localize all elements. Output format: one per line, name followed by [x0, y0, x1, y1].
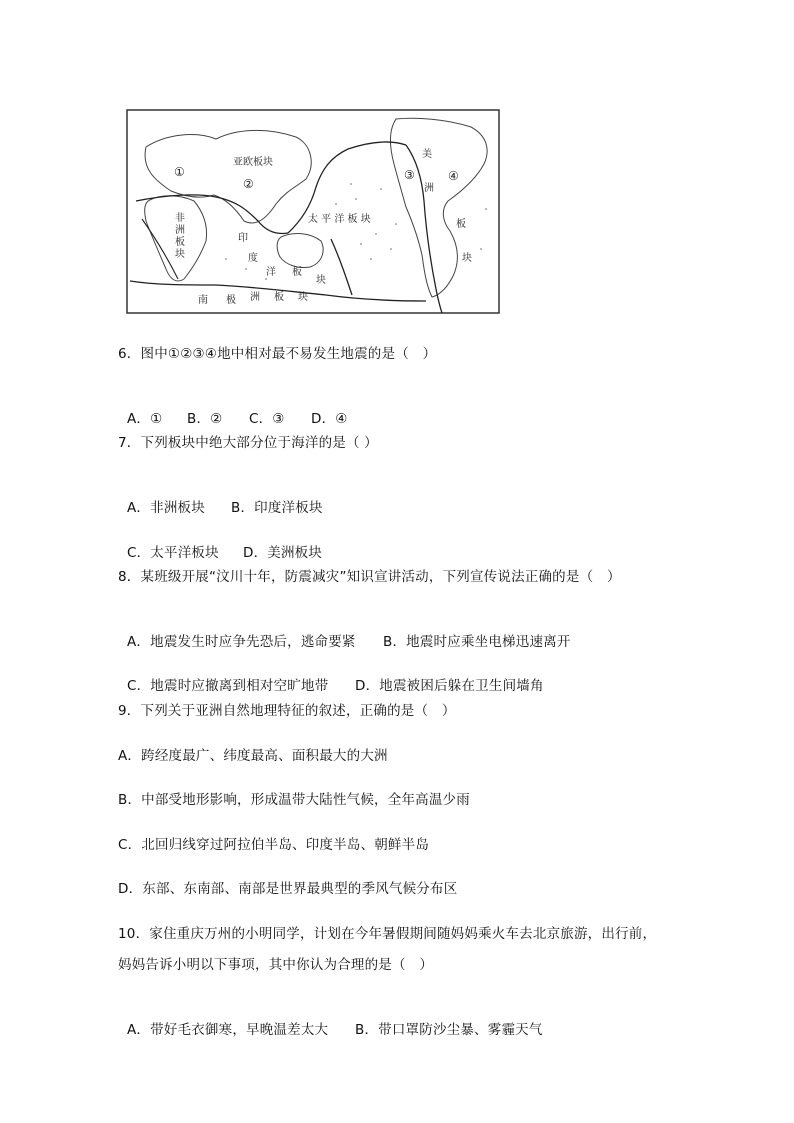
svg-text:板: 板 — [175, 237, 185, 248]
svg-text:度: 度 — [248, 253, 258, 264]
q9-stem: 9．下列关于亚洲自然地理特征的叙述，正确的是（ ） — [118, 703, 456, 719]
plate-map-svg — [126, 109, 500, 314]
svg-text:印: 印 — [238, 233, 248, 244]
q7-options-row2 — [118, 523, 322, 563]
q8-options-row1 — [118, 612, 571, 652]
plate-map — [126, 109, 500, 314]
label-africa — [175, 211, 185, 260]
q10-options-row1 — [118, 1000, 543, 1040]
mark-4: ④ — [448, 169, 459, 183]
q8-option-d: D．地震被困后躲在卫生间墙角 — [354, 678, 544, 694]
q6-option-c: C．③ — [248, 411, 285, 427]
svg-text:南: 南 — [198, 295, 208, 306]
q7-stem: 7．下列板块中绝大部分位于海洋的是（ ） — [118, 435, 378, 451]
svg-text:美: 美 — [422, 149, 432, 160]
svg-text:洲: 洲 — [250, 292, 260, 303]
svg-text:块: 块 — [175, 249, 185, 260]
svg-text:板: 板 — [456, 219, 466, 230]
q7-options-row1 — [118, 478, 323, 518]
svg-text:洲: 洲 — [175, 225, 185, 236]
q7-option-d: D．美洲板块 — [242, 545, 323, 561]
mark-3: ③ — [404, 168, 415, 182]
q6-stem: 6．图中①②③④地中相对最不易发生地震的是（ ） — [118, 346, 437, 362]
q10-option-b: B．带口罩防沙尘暴、雾霾天气 — [354, 1022, 543, 1038]
q8-option-b: B．地震时应乘坐电梯迅速离开 — [382, 634, 571, 650]
q9-option-c: C．北回归线穿过阿拉伯半岛、印度半岛、朝鲜半岛 — [118, 837, 430, 853]
q10-stem-line2: 妈妈告诉小明以下事项，其中你认为合理的是（ ） — [118, 957, 434, 973]
mark-1: ① — [174, 165, 185, 179]
q8-option-c: C．地震时应撤离到相对空旷地带 — [126, 678, 329, 694]
svg-text:极: 极 — [226, 295, 236, 306]
q6-option-a: A．① — [126, 411, 163, 427]
q10-stem-line1: 10．家住重庆万州的小明同学，计划在今年暑假期间随妈妈乘火车去北京旅游，出行前， — [118, 926, 657, 942]
q6-options — [118, 389, 348, 429]
q8-options-row2 — [118, 656, 544, 696]
q6-option-b: B．② — [186, 411, 223, 427]
q9-option-d: D．东部、东南部、南部是世界最典型的季风气候分布区 — [118, 881, 458, 897]
svg-text:洲: 洲 — [424, 183, 434, 194]
svg-text:块: 块 — [316, 275, 326, 286]
svg-text:板: 板 — [274, 292, 284, 303]
svg-text:非: 非 — [175, 213, 185, 224]
q10-option-a: A．带好毛衣御寒，早晚温差太大 — [126, 1022, 329, 1038]
q9-option-b: B．中部受地形影响，形成温带大陆性气候，全年高温少雨 — [118, 792, 470, 808]
svg-text:板: 板 — [292, 267, 302, 278]
q7-option-a: A．非洲板块 — [126, 500, 205, 516]
label-eurasia: 亚欧板块 — [233, 157, 273, 168]
q8-option-a: A．地震发生时应争先恐后，逃命要紧 — [126, 634, 356, 650]
q7-option-b: B．印度洋板块 — [230, 500, 323, 516]
label-pacific: 太 平 洋 板 块 — [308, 214, 371, 225]
q7-option-c: C．太平洋板块 — [126, 545, 219, 561]
q8-stem: 8．某班级开展“汶川十年，防震减灾”知识宣讲活动，下列宣传说法正确的是（ ） — [118, 569, 621, 585]
svg-text:块: 块 — [462, 253, 472, 264]
q6-option-d: D．④ — [310, 411, 348, 427]
svg-text:块: 块 — [298, 292, 308, 303]
q9-option-a: A．跨经度最广、纬度最高、面积最大的大洲 — [118, 748, 388, 764]
mark-2: ② — [243, 177, 254, 191]
svg-text:洋: 洋 — [266, 267, 276, 278]
